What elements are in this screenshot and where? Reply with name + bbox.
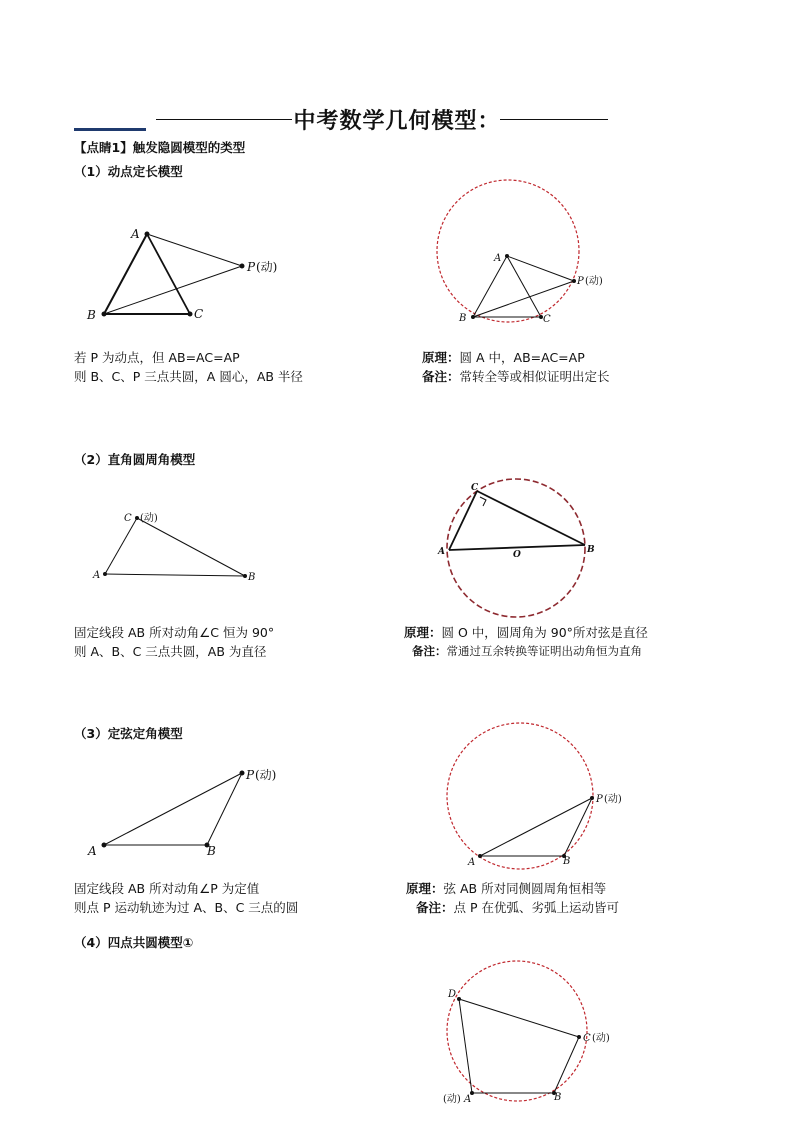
fig2-label-a: A xyxy=(93,570,101,581)
fig4r-label-c: C xyxy=(583,1033,591,1044)
section-3-note: 点 P 在优弧、劣弧上运动皆可 xyxy=(453,900,620,915)
section-2-principle: 圆 O 中，圆周角为 90°所对弦是直径 xyxy=(441,625,648,640)
section-3-heading: （3）定弦定角模型 xyxy=(74,726,183,741)
fig1r-label-dong: (动) xyxy=(585,276,603,287)
fig4r-label-d: D xyxy=(448,989,457,1000)
fig1-label-c: C xyxy=(194,307,204,321)
section-3-left-line-2: 则点 P 运动轨迹为过 A、B、C 三点的圆 xyxy=(74,900,299,915)
section-2-left-line-1: 固定线段 AB 所对动角∠C 恒为 90° xyxy=(74,625,275,640)
fig3r-label-p: P xyxy=(596,794,603,805)
section-1-principle: 圆 A 中，AB=AC=AP xyxy=(459,350,585,365)
section-2-principle-label: 原理： xyxy=(404,625,442,640)
section-4-heading: （4）四点共圆模型① xyxy=(74,935,194,950)
fig3r-label-a: A xyxy=(468,857,476,868)
section-2-left-line-2: 则 A、B、C 三点共圆，AB 为直径 xyxy=(74,644,267,659)
fig2-label-b: B xyxy=(248,572,256,583)
fig2-label-dong: (动) xyxy=(140,513,158,524)
fig1-label-a: A xyxy=(131,227,140,241)
section-2-note: 常通过互余转换等证明出动角恒为直角 xyxy=(446,644,642,658)
fig1-label-dong: (动) xyxy=(256,260,278,274)
fig3-label-b: B xyxy=(207,844,216,858)
fig1-label-b: B xyxy=(87,308,96,322)
fig3-label-dong: (动) xyxy=(255,768,277,782)
section-1-note-label: 备注： xyxy=(422,369,460,384)
fig2r-label-o: O xyxy=(513,550,521,560)
fig1r-label-c: C xyxy=(543,314,551,325)
fig3r-label-dong: (动) xyxy=(604,794,622,805)
fig4r-label-b: B xyxy=(554,1092,562,1103)
section-1-principle-label: 原理： xyxy=(422,350,460,365)
section-3-left-line-1: 固定线段 AB 所对动角∠P 为定值 xyxy=(74,881,260,896)
fig1-label-p: P xyxy=(247,260,256,274)
fig2-label-c: C xyxy=(124,513,132,524)
fig3-label-p: P xyxy=(246,768,255,782)
section-1-note: 常转全等或相似证明出定长 xyxy=(459,369,610,384)
section-2-heading: （2）直角圆周角模型 xyxy=(74,452,196,467)
fig2r-label-a: A xyxy=(438,547,445,557)
main-heading: 【点睛1】触发隐圆模型的类型 xyxy=(74,140,246,155)
section-1-left-line-2: 则 B、C、P 三点共圆，A 圆心，AB 半径 xyxy=(74,369,303,384)
fig1r-label-b: B xyxy=(459,313,467,324)
fig2r-label-c: C xyxy=(471,483,479,493)
fig2r-label-b: B xyxy=(587,545,595,555)
section-3-principle: 弦 AB 所对同侧圆周角恒相等 xyxy=(443,881,607,896)
fig1r-label-p: P xyxy=(577,276,584,287)
fig3r-label-b: B xyxy=(563,856,571,867)
section-1-heading: （1）动点定长模型 xyxy=(74,164,183,179)
fig4r-label-a-dong: (动) xyxy=(443,1094,461,1105)
fig4r-label-c-dong: (动) xyxy=(592,1033,610,1044)
fig3-label-a: A xyxy=(88,844,97,858)
fig1r-label-a: A xyxy=(494,253,502,264)
section-3-note-label: 备注： xyxy=(416,900,454,915)
fig4r-label-a: A xyxy=(464,1094,472,1105)
section-1-left-line-1: 若 P 为动点，但 AB=AC=AP xyxy=(74,350,240,365)
section-2-note-label: 备注： xyxy=(412,644,447,658)
page-title: 中考数学几何模型： xyxy=(293,109,501,134)
section-3-principle-label: 原理： xyxy=(406,881,444,896)
